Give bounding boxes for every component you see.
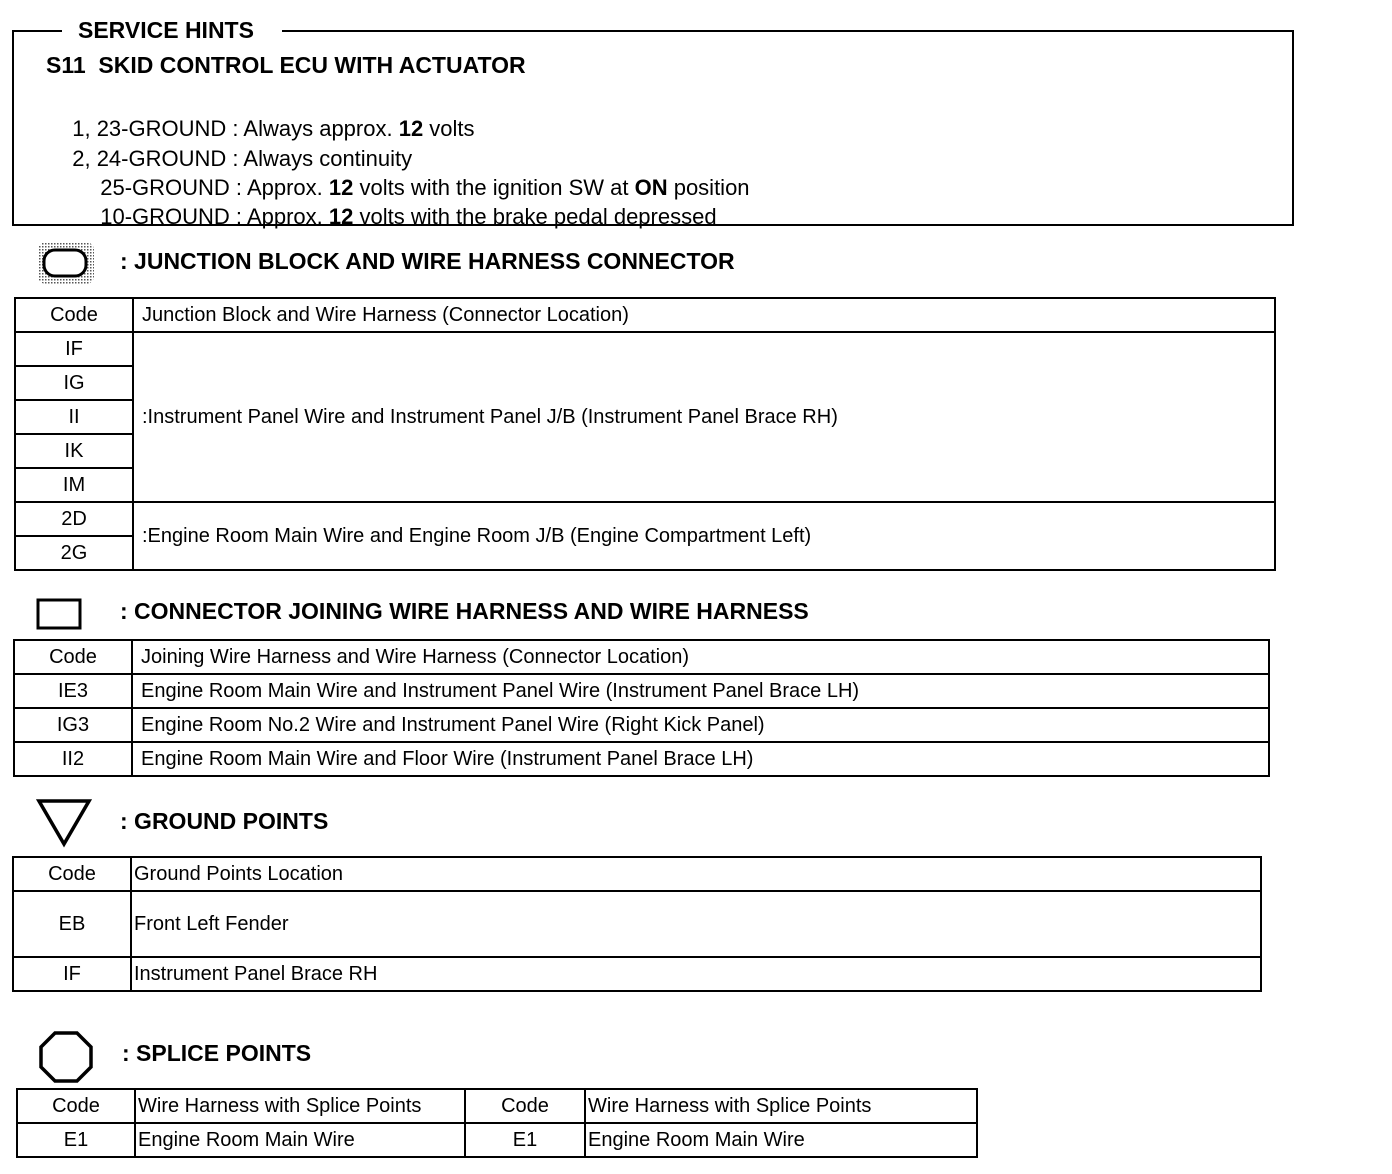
table-header-row bbox=[15, 298, 1275, 332]
code-cell: IF bbox=[15, 332, 133, 366]
junction-section-title: : JUNCTION BLOCK AND WIRE HARNESS CONNECTOR bbox=[120, 248, 735, 274]
header-desc: Ground Points Location bbox=[131, 857, 1261, 891]
header-desc: Joining Wire Harness and Wire Harness (Connector Location) bbox=[132, 640, 1269, 674]
header-code: Code bbox=[15, 298, 133, 332]
code-cell: E1 bbox=[17, 1123, 135, 1157]
connector-table bbox=[13, 639, 1270, 777]
table-row bbox=[15, 502, 1275, 536]
desc-cell: Engine Room Main Wire and Instrument Panel Wire (Instrument Panel Brace LH) bbox=[132, 674, 1269, 708]
desc-cell: Instrument Panel Brace RH bbox=[131, 957, 1261, 991]
desc-cell: Engine Room Main Wire bbox=[585, 1123, 977, 1157]
junction-block-icon bbox=[36, 240, 96, 286]
header-code: Code bbox=[14, 640, 132, 674]
code-cell: II bbox=[15, 400, 133, 434]
desc-cell: Engine Room Main Wire and Floor Wire (Instrument Panel Brace LH) bbox=[132, 742, 1269, 776]
connector-section-title: : CONNECTOR JOINING WIRE HARNESS AND WIRE HARNESS bbox=[120, 598, 809, 624]
code-cell: IK bbox=[15, 434, 133, 468]
ground-table bbox=[12, 856, 1262, 992]
splice-octagon-icon bbox=[38, 1030, 94, 1084]
code-cell: IE3 bbox=[14, 674, 132, 708]
header-desc: Wire Harness with Splice Points bbox=[585, 1089, 977, 1123]
desc-cell: :Engine Room Main Wire and Engine Room J/B (Engine Compartment Left) bbox=[133, 502, 1275, 570]
hint-line: 1, 23-GROUND : Always approx. 12 volts bbox=[72, 116, 475, 141]
header-desc: Wire Harness with Splice Points bbox=[135, 1089, 465, 1123]
connector-icon bbox=[36, 598, 82, 630]
code-cell: E1 bbox=[465, 1123, 585, 1157]
table-row bbox=[13, 957, 1261, 991]
table-row bbox=[17, 1123, 977, 1157]
desc-cell: Engine Room Main Wire bbox=[135, 1123, 465, 1157]
header-code: Code bbox=[465, 1089, 585, 1123]
code-cell: II2 bbox=[14, 742, 132, 776]
code-cell: IF bbox=[13, 957, 131, 991]
ground-section-title: : GROUND POINTS bbox=[120, 808, 329, 834]
code-cell: IG3 bbox=[14, 708, 132, 742]
table-row bbox=[13, 891, 1261, 957]
hint-line: 2, 24-GROUND : Always continuity bbox=[72, 146, 413, 171]
header-desc: Junction Block and Wire Harness (Connector Location) bbox=[133, 298, 1275, 332]
code-cell: IG bbox=[15, 366, 133, 400]
code-cell: IM bbox=[15, 468, 133, 502]
junction-table bbox=[14, 297, 1276, 571]
desc-cell: Engine Room No.2 Wire and Instrument Panel Wire (Right Kick Panel) bbox=[132, 708, 1269, 742]
service-hints-title: SERVICE HINTS bbox=[62, 16, 282, 44]
desc-cell: Front Left Fender bbox=[131, 891, 1261, 957]
table-row bbox=[15, 332, 1275, 366]
ground-triangle-icon bbox=[36, 798, 92, 848]
table-header-row bbox=[17, 1089, 977, 1123]
splice-table bbox=[16, 1088, 978, 1158]
header-code: Code bbox=[13, 857, 131, 891]
table-header-row bbox=[14, 640, 1269, 674]
table-row bbox=[14, 708, 1269, 742]
splice-section-title: : SPLICE POINTS bbox=[122, 1040, 312, 1066]
table-row bbox=[14, 742, 1269, 776]
code-cell: 2G bbox=[15, 536, 133, 570]
desc-cell: :Instrument Panel Wire and Instrument Panel J/B (Instrument Panel Brace RH) bbox=[133, 332, 1275, 502]
table-row bbox=[14, 674, 1269, 708]
code-cell: EB bbox=[13, 891, 131, 957]
table-header-row bbox=[13, 857, 1261, 891]
header-code: Code bbox=[17, 1089, 135, 1123]
hint-line: 10-GROUND : Approx. 12 volts with the brake pedal depressed bbox=[100, 204, 717, 229]
code-cell: 2D bbox=[15, 502, 133, 536]
hint-line: 25-GROUND : Approx. 12 volts with the ignition SW at ON position bbox=[100, 175, 750, 200]
service-hints-heading: S11 SKID CONTROL ECU WITH ACTUATOR bbox=[46, 52, 526, 78]
